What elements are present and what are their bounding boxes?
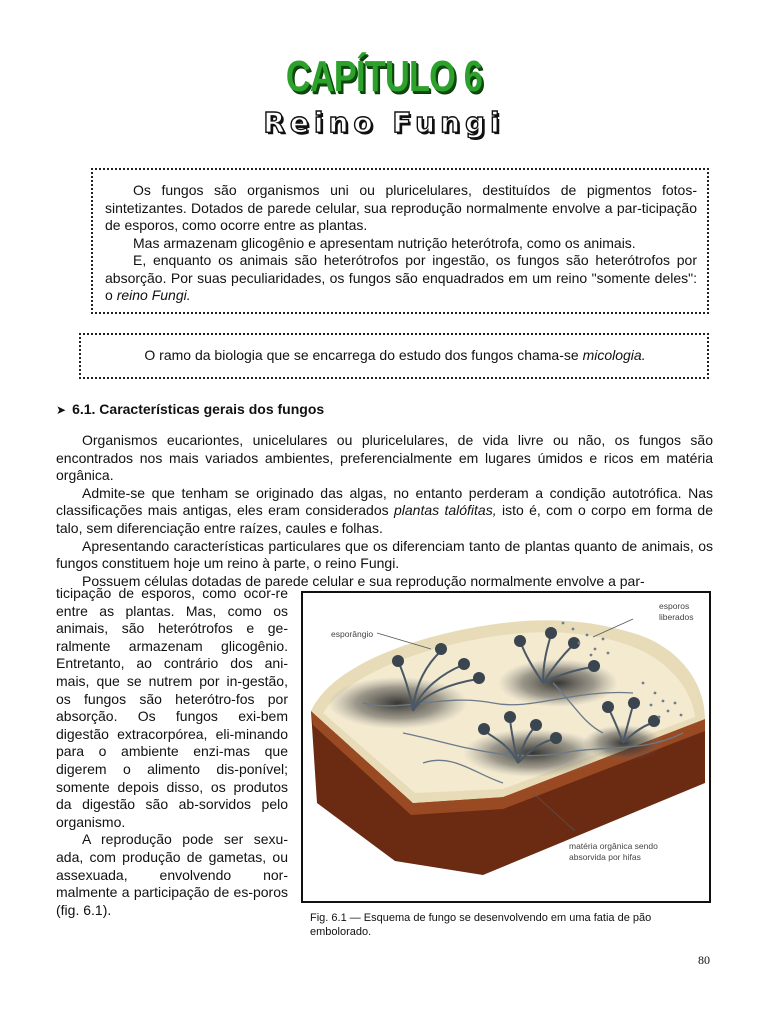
intro-paragraph-3-emphasis: reino Fungi. xyxy=(116,287,191,303)
note-box xyxy=(79,333,709,379)
section-paragraph-4-start: Possuem células dotadas de parede celular e sua reprodução normalmente envolve a par- xyxy=(82,572,645,589)
page-number: 80 xyxy=(698,953,710,967)
intro-paragraph-1: Os fungos são organismos uni ou pluricelulares, destituídos de pigmentos fotos-sintetizantes. Dotados de parede celular, sua reprodução normalmente envolve a par-ticipação de esporos, como ocorre entre as plantas. xyxy=(105,182,697,233)
chapter-title: Reino Fungi xyxy=(263,106,505,139)
section-body xyxy=(56,432,713,590)
label-spores-line-1: esporos xyxy=(659,601,690,611)
intro-paragraph-3 xyxy=(105,252,697,305)
section-paragraph-2-a: Admite-se que tenham se originado das algas, no entanto perderam a condição autotrófica. Nas classificações mais antigas, eles eram considerados xyxy=(56,484,713,519)
label-sporangium: esporângio xyxy=(331,629,374,639)
figure-caption: Fig. 6.1 — Esquema de fungo se desenvolvendo em uma fatia de pão embolorado. xyxy=(310,912,652,938)
bread-mold-illustration xyxy=(303,593,709,901)
section-heading xyxy=(56,401,324,417)
intro-paragraph-2: Mas armazenam glicogênio e apresentam nutrição heterótrofa, como os animais. xyxy=(133,234,636,251)
section-paragraph-1: Organismos eucariontes, unicelulares ou pluricelulares, de vida livre ou não, os fungos são encontrados nos mais variados ambientes, preferencialmente em lugares úmidos e ricos em matéria orgânica. xyxy=(56,432,713,484)
intro-paragraph-3-text: E, enquanto os animais são heterótrofos por ingestão, os fungos são heterótrofos por absorção. Por suas peculiaridades, os fungos são enquadrados em um reino "somente deles": o xyxy=(105,252,697,303)
section-heading-text: 6.1. Características gerais dos fungos xyxy=(72,401,325,417)
section-paragraph-2-emphasis: plantas talófitas, xyxy=(393,502,497,519)
bullet-arrow-icon: ➤ xyxy=(56,403,67,417)
note-text: O ramo da biologia que se encarrega do estudo dos fungos chama-se xyxy=(144,347,579,363)
section-paragraph-3: Apresentando características particulares que os diferenciam tanto de plantas quanto de animais, os fungos constituem hoje um reino à parte, o reino Fungi. xyxy=(56,537,713,572)
column-paragraph-4: ticipação de esporos, como ocor-re entre as plantas. Mas, como os animais, são heterótrofos e ge-ralmente armazenam glicogênio. Entretanto, ao contrário dos ani-mais, que se nutrem por in-gestão, os fungos são heterótro-fos por absorção. Os fungos exi-bem digestão extracorpórea, eli-minando para o ambiente enzi-mas que digerem o alimento dis-ponível; somente depois disso, os produtos da digestão são ab-sorvidos pelo organismo. xyxy=(56,585,288,830)
label-spores-line-2: liberados xyxy=(659,612,694,622)
note-emphasis: micologia. xyxy=(582,347,646,363)
figure-bread-mold xyxy=(301,591,711,903)
mold-patch xyxy=(463,729,603,777)
text-column xyxy=(56,585,288,919)
mold-patch xyxy=(328,677,468,729)
label-matter-line-2: absorvida por hifas xyxy=(569,852,641,862)
mold-patch xyxy=(498,659,618,707)
chapter-number: CAPÍTULO 6 xyxy=(285,52,483,101)
column-paragraph-5: A reprodução pode ser sexu-ada, com produção de gametas, ou assexuada, envolvendo nor-malmente a participação de es-poros (fig. 6.1). xyxy=(56,831,288,918)
section-paragraph-2-b: isto é, com o corpo em forma de talo, sem diferenciação entre raízes, caules e folhas. xyxy=(56,502,713,536)
intro-box xyxy=(91,168,709,314)
label-matter-line-1: matéria orgânica sendo xyxy=(569,841,658,851)
section-paragraph-2 xyxy=(56,485,713,538)
